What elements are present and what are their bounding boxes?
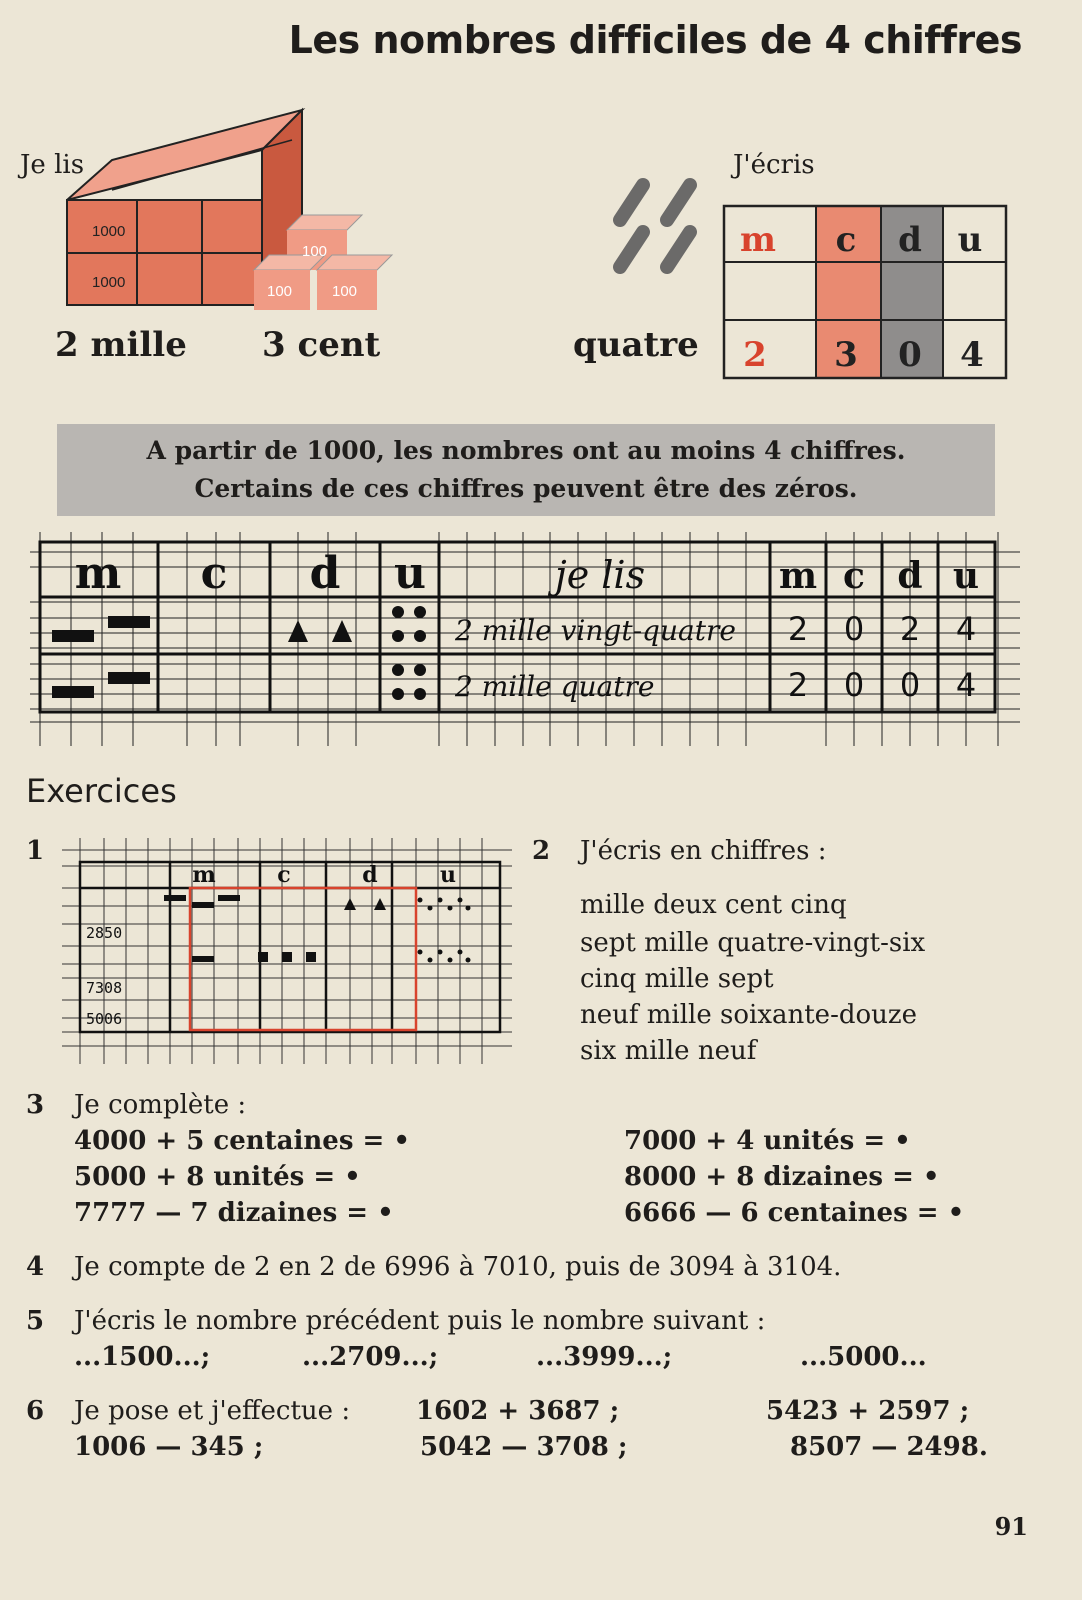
ex6-text: Je pose et j'effectue : (74, 1396, 351, 1426)
grid-header-u2: u (952, 555, 980, 597)
ex1-number-5006: 5006 (86, 1010, 123, 1028)
ex1-header-u: u (440, 862, 456, 888)
table-header-d: d (898, 220, 922, 260)
counting-grid (30, 532, 1020, 746)
grid-header-c: c (200, 548, 228, 599)
grid-row2-digit: 4 (955, 666, 977, 704)
ex3-right-item: 6666 — 6 centaines = • (624, 1198, 965, 1228)
ex2-item: six mille neuf (580, 1036, 757, 1066)
ex1-number: 1 (26, 836, 45, 866)
grid-row1-digit: 4 (955, 610, 977, 648)
brick-100-label: 100 (332, 283, 358, 300)
rule-box (57, 424, 995, 516)
ex5-number: 5 (26, 1306, 45, 1336)
ex2-item: sept mille quatre-vingt-six (580, 928, 926, 958)
brick-100-label: 100 (302, 243, 328, 260)
table-header-m: m (740, 220, 776, 260)
ex5-item: ...3999...; (536, 1342, 673, 1372)
grid-row1-digit: 0 (843, 610, 865, 648)
place-value-table (722, 204, 1008, 380)
ex3-left-item: 4000 + 5 centaines = • (74, 1126, 410, 1156)
ex3-left-item: 7777 — 7 dizaines = • (74, 1198, 394, 1228)
table-header-c: c (835, 220, 857, 260)
grid-row1-digit: 2 (899, 610, 921, 648)
je-lis-label: Je lis (20, 150, 85, 180)
ex4-text: Je compte de 2 en 2 de 6996 à 7010, puis de 3094 à 3104. (74, 1252, 842, 1282)
j-ecris-label: J'écris (733, 150, 815, 180)
grid-row2-digit: 2 (787, 666, 809, 704)
page-number: 91 (994, 1512, 1028, 1541)
table-header-u: u (957, 220, 983, 260)
label-2-mille: 2 mille (55, 325, 187, 365)
ex1-grid (62, 838, 512, 1064)
ex6-op: 8507 — 2498. (790, 1432, 988, 1462)
ex6-op: 1006 — 345 ; (74, 1432, 264, 1462)
grid-row1-digit: 2 (787, 610, 809, 648)
grid-row2-text: 2 mille quatre (455, 670, 655, 703)
ex2-number: 2 (532, 836, 551, 866)
table-digit: 2 (743, 335, 767, 375)
grid-header-u: u (394, 548, 426, 599)
exercises-title: Exercices (26, 772, 177, 810)
ex2-item: neuf mille soixante-douze (580, 1000, 917, 1030)
grid-row2-digit: 0 (899, 666, 921, 704)
rule-line-2: Certains de ces chiffres peuvent être des zéros. (194, 474, 858, 503)
ex1-header-d: d (362, 862, 378, 888)
rule-line-1: A partir de 1000, les nombres ont au moins 4 chiffres. (146, 436, 906, 465)
ex1-number-2850: 2850 (86, 924, 123, 942)
ex1-header-c: c (277, 862, 291, 888)
ex5-item: ...2709...; (302, 1342, 439, 1372)
grid-row1-text: 2 mille vingt-quatre (455, 614, 736, 647)
table-digit: 4 (960, 335, 984, 375)
ex2-item: mille deux cent cinq (580, 890, 847, 920)
grid-je-lis: je lis (554, 553, 646, 597)
ex2-item: cinq mille sept (580, 964, 774, 994)
bricks-illustration (62, 105, 407, 325)
page-title: Les nombres difficiles de 4 chiffres (288, 18, 1022, 62)
ex5-item: ...1500...; (74, 1342, 211, 1372)
grid-header-d: d (309, 548, 341, 599)
brick-100-label: 100 (267, 283, 293, 300)
brick-1000-label: 1000 (92, 223, 126, 240)
label-3-cent: 3 cent (262, 325, 381, 365)
ex5-item: ...5000... (800, 1342, 927, 1372)
grid-header-m2: m (778, 555, 818, 597)
grid-header-d2: d (897, 555, 923, 597)
table-digit: 3 (834, 335, 858, 375)
ex1-number-7308: 7308 (86, 979, 123, 997)
ex4-number: 4 (26, 1252, 45, 1282)
label-quatre: quatre (573, 325, 699, 365)
brick-1000-label: 1000 (92, 274, 126, 291)
ex5-text: J'écris le nombre précédent puis le nombre suivant : (74, 1306, 766, 1336)
ex3-instruction: Je complète : (74, 1090, 247, 1120)
ex6-op: 5423 + 2597 ; (766, 1396, 970, 1426)
ex3-right-item: 7000 + 4 unités = • (624, 1126, 911, 1156)
grid-header-m: m (74, 548, 122, 599)
ex1-header-m: m (192, 862, 216, 888)
ex3-number: 3 (26, 1090, 45, 1120)
ex6-op: 5042 — 3708 ; (420, 1432, 628, 1462)
ex6-op: 1602 + 3687 ; (416, 1396, 620, 1426)
sticks-illustration (605, 175, 705, 285)
ex2-instruction: J'écris en chiffres : (580, 836, 827, 866)
ex3-right-item: 8000 + 8 dizaines = • (624, 1162, 940, 1192)
ex3-left-item: 5000 + 8 unités = • (74, 1162, 361, 1192)
table-digit: 0 (898, 335, 922, 375)
grid-row2-digit: 0 (843, 666, 865, 704)
ex6-number: 6 (26, 1396, 45, 1426)
grid-header-c2: c (843, 555, 865, 597)
